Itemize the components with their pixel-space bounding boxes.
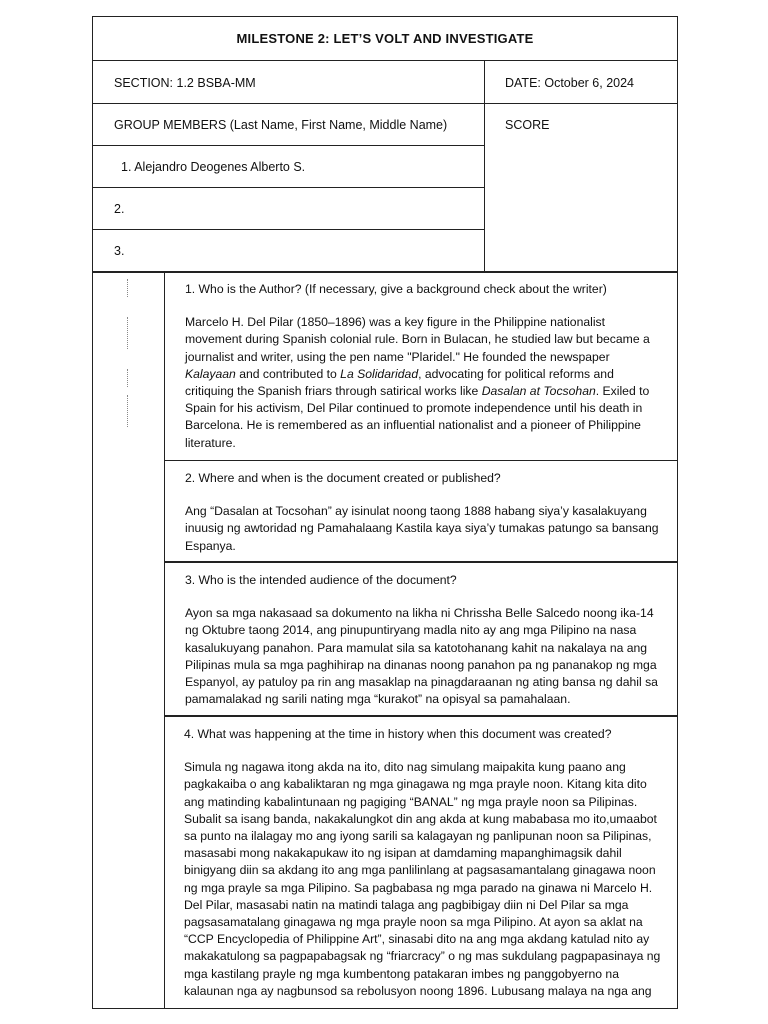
- question-title: 4. What was happening at the time in history when this document was created?: [184, 727, 612, 741]
- answer-segment: Marcelo H. Del Pilar (1850–1896) was a key figure in the Philippine nationalist movement during Spanish colonial rule. Born in Bulacan, he studied law but became a journalist and writer, using the pen name "Plaridel." He founded the newspaper: [185, 315, 650, 364]
- question-block-3: [165, 563, 677, 715]
- question-block-4: [165, 717, 677, 1009]
- question-title: 2. Where and when is the document created or published?: [185, 471, 501, 485]
- answer-italic-segment: Dasalan at Tocsohan: [481, 384, 596, 399]
- score-label: SCORE: [505, 118, 550, 132]
- document-title: MILESTONE 2: LET’S VOLT AND INVESTIGATE: [93, 17, 677, 61]
- dotted-mark: [127, 317, 130, 349]
- answer-text: Simula ng nagawa itong akda na ito, dito nag simulang maipakita kung paano ang pagkakaiba o ang kabaliktaran ng mga ginagawa ng mga prayle noon. Kitang kita dito ang matinding kabalintunaan ng pagiging “BANAL” ng mga prayle noon sa Pilipinas. Subalit sa isang banda, nakakalungkot din ang akda at kung mababasa mo ito,umaabot sa punto na ilalagay mo ang iyong sarili sa kalagayan ng panlipunan noon sa Pilipinas, masasabi mong nakakapukaw ito ng isipan at damdaming mapanghimagsik dahil binigyang diin sa akdang ito ang mga panlilinlang at pagsasamantalang ginagawa noon ng mga prayle sa mga Pilipino. Sa pagbabasa ng mga parado na ginawa ni Marcelo H. Del Pilar, masasabi natin na matindi talaga ang pagbibigay diin ni Del Pilar sa mga pagsasamatalang ginagawa ng mga prayle noon sa mga Pilipino. At ayon sa aklat na “CCP Encyclopedia of Philippine Art”, sinasabi dito na ang mga akdang katulad nito ay makakatulong sa pagpapabagsak ng “friarcracy” o ng mas sukdulang pagpapasinaya ng mga kastilang prayle ng mga kumbentong patakaran imbes ng panggobyerno na kalaunan nga ay nagbunsod sa rebolusyon noong 1896. Lubusang malaya na nga ang: [184, 760, 661, 998]
- milestone-document: [92, 16, 678, 1009]
- member-row-2: 2.: [114, 201, 125, 216]
- question-title: 3. Who is the intended audience of the document?: [185, 573, 457, 587]
- section-cell: SECTION: 1.2 BSBA-MM: [114, 75, 256, 90]
- question-title: 1. Who is the Author? (If necessary, give a background check about the writer): [185, 282, 607, 296]
- answer-text: Ang “Dasalan at Tocsohan” ay isinulat noong taong 1888 habang siya’y kasalakuyang inuusig ng awtoridad ng Pamahalaang Kastila kaya siya’y tumakas patungo sa bansang Espanya.: [185, 504, 659, 553]
- dotted-mark: [127, 369, 130, 387]
- group-members-label: GROUP MEMBERS (Last Name, First Name, Middle Name): [114, 118, 448, 132]
- answer-segment: , advocating for political reforms and critiquing the Spanish friars through satirical works like: [185, 366, 614, 399]
- dotted-mark: [127, 395, 130, 427]
- question-block-1: [165, 272, 677, 460]
- member-row-1: 1. Alejandro Deogenes Alberto S.: [121, 159, 306, 174]
- question-block-2: [165, 461, 677, 561]
- answer-text: [185, 314, 663, 452]
- answer-text: Ayon sa mga nakasaad sa dokumento na likha ni Chrissha Belle Salcedo noong ika-14 ng Oktubre taong 2014, ang pinupuntiryang madla nito ay ang mga Pilipino na nasa kasalukuyang panahon. Para mamulat sila sa katotohanang kahit na nakalaya na ang Pilipinas mula sa mga paghihirap na dinanas noong panahon pa ng pananakop ng mga Espanyol, ay patuloy pa rin ang masaklap na pinagdaraanan ng ating bansa ng dahil sa pamamalakad ng sarili nating mga “kurakot” na opisyal sa pamahalaan.: [185, 606, 658, 707]
- answer-italic-segment: La Solidaridad: [340, 366, 419, 381]
- answer-segment: and contributed to: [235, 366, 341, 381]
- column-divider: [484, 61, 485, 271]
- member-row-3: 3.: [114, 243, 125, 258]
- answer-segment: . Exiled to Spain for his activism, Del Pilar continued to promote independence until his death in Barcelona. He is remembered as an influential nationalist and a pioneer of Philippine literature.: [185, 384, 650, 450]
- answer-italic-segment: Kalayaan: [185, 366, 236, 381]
- date-cell: DATE: October 6, 2024: [505, 75, 634, 90]
- dotted-mark: [127, 279, 130, 297]
